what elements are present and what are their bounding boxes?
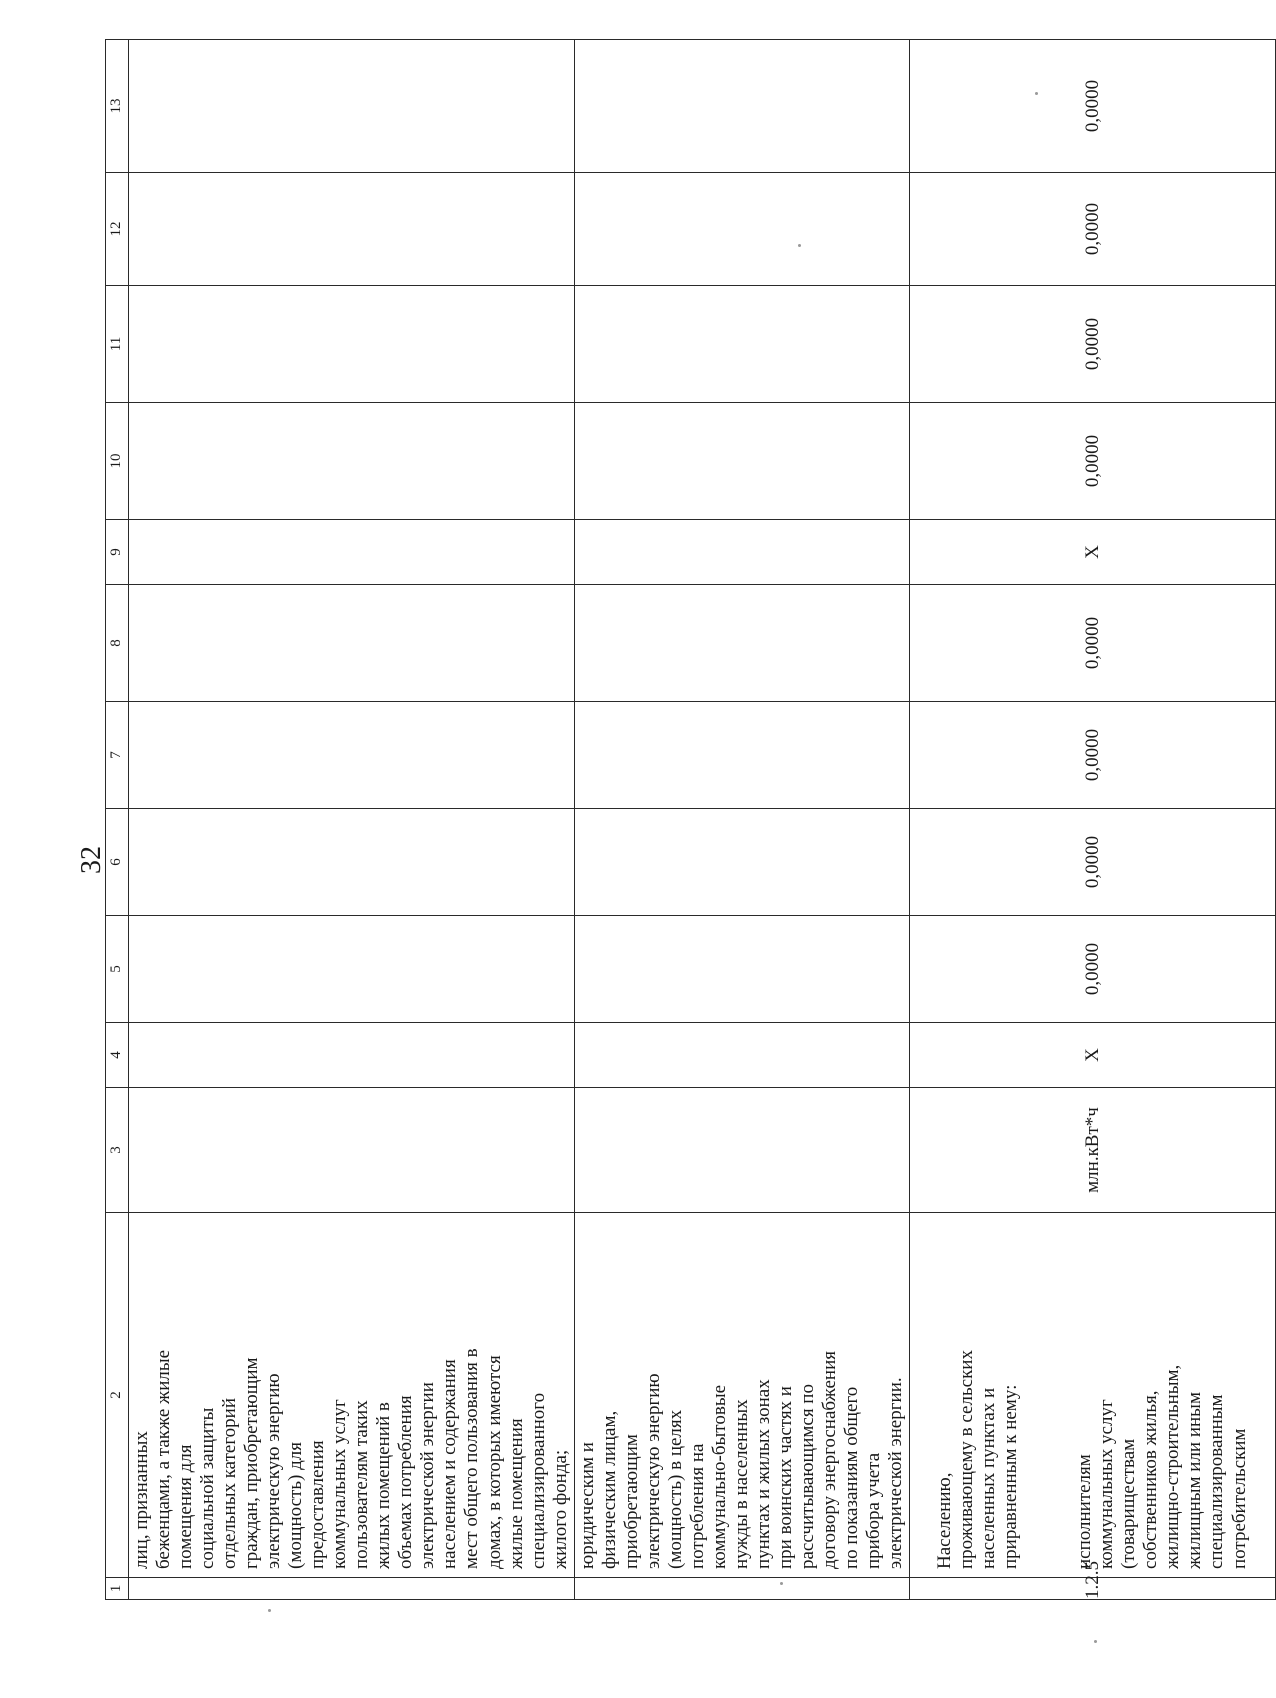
value-cell	[574, 403, 909, 520]
row-description-subitem: исполнителям коммунальных услуг (товариществам собственников жилья, жилищно-строительным, жилищным или иным специализированным потребительским	[1074, 1364, 1250, 1569]
row-unit: млн.кВт*ч	[910, 1088, 1276, 1213]
column-number: 4	[106, 1023, 129, 1088]
column-number: 12	[106, 173, 129, 286]
value-cell	[129, 702, 575, 809]
value-cell: 0,0000	[910, 702, 1276, 809]
value-cell	[129, 585, 575, 702]
row-code	[129, 1578, 575, 1600]
scan-speck	[798, 244, 801, 247]
value-cell: X	[910, 520, 1276, 585]
value-cell	[574, 520, 909, 585]
value-cell	[574, 286, 909, 403]
row-description	[910, 1213, 1276, 1578]
row-code: 1.2.5	[910, 1578, 1276, 1600]
value-cell	[574, 585, 909, 702]
table-row	[574, 40, 909, 1600]
value-cell	[574, 916, 909, 1023]
column-number: 1	[106, 1578, 129, 1600]
row-code	[574, 1578, 909, 1600]
value-cell: 0,0000	[910, 40, 1276, 173]
table-row	[129, 40, 575, 1600]
column-number: 13	[106, 40, 129, 173]
tariff-table	[105, 40, 1250, 1600]
value-cell	[574, 1023, 909, 1088]
column-number: 3	[106, 1088, 129, 1213]
value-cell	[129, 809, 575, 916]
column-number: 6	[106, 809, 129, 916]
column-number: 2	[106, 1213, 129, 1578]
value-cell	[129, 286, 575, 403]
scan-speck	[1035, 92, 1038, 95]
row-description-heading: Населению, проживающему в сельских населенных пунктах и приравненным к нему:	[934, 1350, 1022, 1569]
value-cell: 0,0000	[910, 403, 1276, 520]
column-number: 10	[106, 403, 129, 520]
value-cell: 0,0000	[910, 173, 1276, 286]
row-description: лиц, признанных беженцами, а также жилые помещения для социальной защиты отдельных категорий граждан, приобретающим электрическую энергию (мощность) для предоставления коммунальных услуг пользователям таких жилых помещений в объемах потребления электрической энергии населением и содержания мест общего пользования в домах, в которых имеются жилые помещения специализированного жилого фонда;	[129, 1213, 575, 1578]
value-cell	[129, 520, 575, 585]
column-number: 7	[106, 702, 129, 809]
row-unit	[129, 1088, 575, 1213]
value-cell: 0,0000	[910, 916, 1276, 1023]
table-row	[910, 40, 1276, 1600]
value-cell	[129, 916, 575, 1023]
value-cell: 0,0000	[910, 286, 1276, 403]
column-number: 11	[106, 286, 129, 403]
row-unit	[574, 1088, 909, 1213]
page-number: 32	[76, 846, 107, 874]
value-cell	[574, 809, 909, 916]
column-number: 5	[106, 916, 129, 1023]
column-number-row	[106, 40, 129, 1600]
value-cell: 0,0000	[910, 585, 1276, 702]
value-cell	[574, 173, 909, 286]
column-number: 9	[106, 520, 129, 585]
value-cell	[574, 702, 909, 809]
value-cell	[574, 40, 909, 173]
scan-speck	[1094, 1640, 1097, 1643]
scan-speck	[780, 1582, 783, 1585]
value-cell: 0,0000	[910, 809, 1276, 916]
column-number: 8	[106, 585, 129, 702]
row-description: юридическим и физическим лицам, приобретающим электрическую энергию (мощность) в целях потребления на коммунально-бытовые нужды в населенных пунктах и жилых зонах при воинских частях и рассчитывающимся по договору энергоснабжения по показаниям общего прибора учета электрической энергии.	[574, 1213, 909, 1578]
value-cell	[129, 1023, 575, 1088]
value-cell	[129, 173, 575, 286]
value-cell	[129, 403, 575, 520]
value-cell: X	[910, 1023, 1276, 1088]
scan-speck	[268, 1609, 271, 1612]
value-cell	[129, 40, 575, 173]
